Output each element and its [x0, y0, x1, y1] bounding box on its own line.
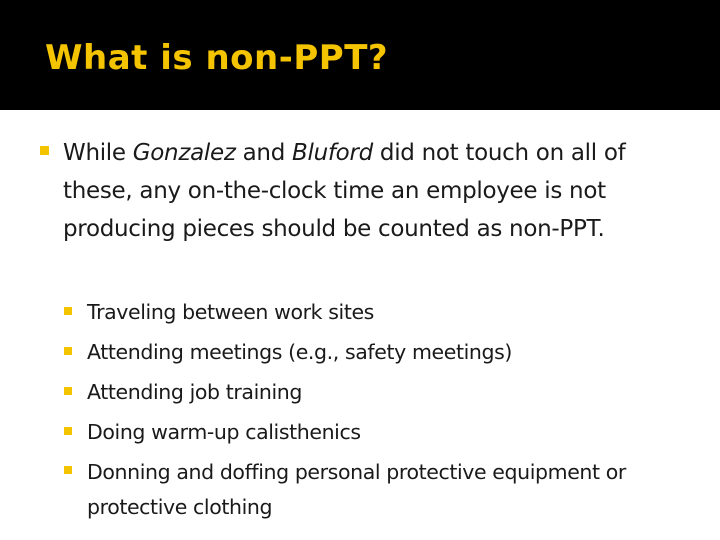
title-bar: [0, 0, 720, 110]
sub-bullet-item: [62, 332, 702, 372]
main-text-end: did not touch on all of these, any on-the-clock time an employee is not producing pieces should be counted as non-PPT.: [63, 140, 626, 242]
sub-bullet-item: [62, 372, 702, 412]
main-text-and: and: [235, 140, 293, 166]
sub-bullet-item: [62, 452, 702, 525]
main-text-start: While: [63, 140, 133, 166]
main-bullet-text: [63, 134, 693, 248]
sub-bullet-text: Attending meetings (e.g., safety meetings): [87, 340, 512, 364]
slide-title: What is non-PPT?: [45, 38, 389, 78]
case-name-gonzalez: Gonzalez: [132, 140, 236, 166]
sub-bullet-square-icon: [64, 466, 72, 474]
sub-bullet-square-icon: [64, 387, 72, 395]
sub-bullet-text: Doing warm-up calisthenics: [87, 420, 361, 444]
sub-bullet-list: [62, 292, 702, 525]
sub-bullet-square-icon: [64, 347, 72, 355]
sub-bullet-text: Traveling between work sites: [87, 300, 374, 324]
sub-bullet-item: [62, 292, 702, 332]
sub-bullet-text: Donning and doffing personal protective equipment or protective clothing: [87, 460, 626, 519]
case-name-bluford: Bluford: [292, 140, 373, 166]
bullet-square-icon: [40, 146, 49, 155]
sub-bullet-text: Attending job training: [87, 380, 302, 404]
sub-bullet-square-icon: [64, 307, 72, 315]
sub-bullet-item: [62, 412, 702, 452]
sub-bullet-square-icon: [64, 427, 72, 435]
